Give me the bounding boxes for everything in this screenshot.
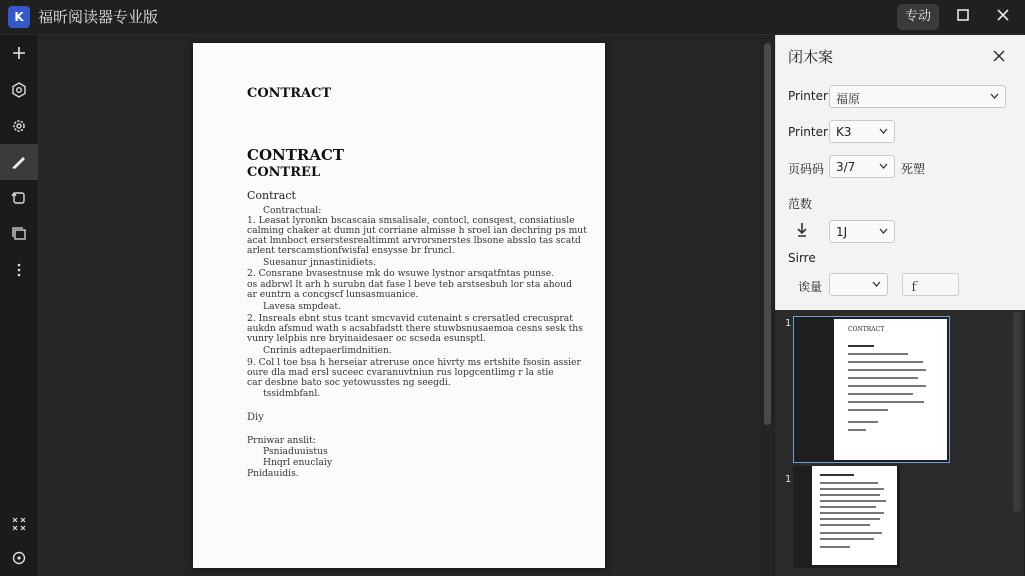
quantity-label: 诶量 — [798, 280, 823, 294]
chevron-down-icon — [879, 128, 888, 134]
chevron-down-icon — [990, 93, 999, 99]
sync-tool[interactable] — [0, 180, 38, 216]
printer-label: Printer — [788, 89, 828, 103]
doc-title-small: CONTREL — [247, 165, 321, 180]
chevron-down-icon — [879, 228, 888, 234]
doc-line: oure dla mad ersl suceec cvaranuvtniun rus lopgcentlimg r la stie — [247, 367, 554, 378]
doc-footer-a: Diy — [247, 412, 264, 423]
printer-value: 福原 — [836, 92, 861, 106]
doc-line: vunry lelpbis nre bryinaidesaer oc scseda esunsptl. — [247, 333, 486, 344]
hexagon-gear-icon — [11, 82, 27, 98]
panel-title: 闭木案 — [788, 48, 834, 66]
print-panel — [775, 35, 1025, 310]
doc-footer-c: Psniaduuistus — [263, 446, 328, 457]
thumbnail-panel — [775, 310, 1024, 576]
close-icon — [992, 49, 1006, 63]
pages-tool[interactable] — [0, 216, 38, 252]
pen-tool[interactable] — [0, 144, 38, 180]
more-tool[interactable] — [0, 252, 38, 288]
quantity-input-value: ｆ — [908, 280, 921, 294]
doc-line: 9. Col l toe bsa h herseiar atreruse once hivrty ms ertshite fsosin assier — [247, 357, 581, 368]
pages-value: 3/7 — [836, 160, 856, 174]
doc-footer-d: Hnqrl enuclaiy — [263, 457, 333, 468]
app-title: 福昕阅读器专业版 — [38, 8, 159, 26]
plus-icon — [11, 45, 27, 61]
doc-line: os adbrwl lt arh h surubn dat fase l beve teb arstsesbuh lor sta ahoud — [247, 279, 572, 290]
thumbnail-page-2[interactable] — [793, 466, 900, 568]
printer2-label: Printer — [788, 125, 828, 139]
pages-label: 页码码 — [788, 162, 825, 176]
left-toolbar — [0, 35, 39, 576]
doc-line: Suesanur jnnastinidiets. — [263, 257, 376, 268]
gear-icon — [11, 118, 27, 134]
grid-icon — [11, 516, 27, 532]
sync-icon — [11, 190, 27, 206]
thumbnail-page-image — [812, 466, 897, 565]
thumbnail-page-1[interactable] — [793, 316, 950, 463]
maximize-button[interactable] — [948, 4, 978, 30]
refresh-tool[interactable] — [0, 540, 38, 576]
close-window-button[interactable] — [988, 4, 1018, 30]
title-bar — [0, 0, 1024, 35]
thumbnail-title: CONTRACT — [848, 326, 885, 333]
doc-footer-e: Pnidauidis. — [247, 468, 299, 479]
chevron-down-icon — [872, 281, 881, 287]
mode-button[interactable]: 专动 — [897, 4, 939, 30]
doc-line: tssidmbfanl. — [263, 388, 321, 399]
doc-line: arlent terscamstionfwisfal ensysse br fruncl. — [247, 245, 455, 256]
pages-icon — [11, 226, 27, 242]
close-icon — [996, 8, 1010, 22]
doc-line: 2. Insreals ebnt stus tcant smcvavid cutenaint s crersatled crecusprat — [247, 313, 573, 324]
thumbnail-scrollbar[interactable] — [1013, 312, 1021, 512]
quantity-input[interactable] — [902, 273, 959, 296]
copies-value: 1J — [836, 225, 848, 239]
doc-section: Contract — [247, 189, 296, 202]
doc-line: aukdn afsmud wath s acsabfadstt there stuwbsnusaemoa cesns sesk ths — [247, 323, 583, 334]
add-tool[interactable] — [0, 35, 38, 71]
doc-line: Cnrinis adtepaerlimdnitien. — [263, 345, 392, 356]
doc-line: 2. Consrane bvasestnuse mk do wsuwe lystnor arsqatfntas punse. — [247, 268, 555, 279]
panel-close-button[interactable] — [988, 45, 1010, 67]
thumbnail-number: 1 — [785, 318, 792, 329]
document-scrollbar[interactable] — [761, 35, 774, 576]
maximize-icon — [956, 8, 970, 22]
gear-tool[interactable] — [0, 108, 38, 144]
pages-select[interactable] — [829, 155, 895, 178]
printer-select[interactable] — [829, 85, 1006, 108]
doc-line: calming chaker at dumn jut corriane almisse h sroel ian dechring ps mut — [247, 225, 587, 236]
document-page — [193, 43, 605, 568]
printer2-select[interactable] — [829, 120, 895, 143]
chevron-down-icon — [879, 163, 888, 169]
scrollbar-thumb[interactable] — [764, 43, 771, 425]
quantity-select[interactable] — [829, 273, 888, 296]
doc-header: CONTRACT — [247, 86, 332, 101]
copies-select[interactable] — [829, 220, 895, 243]
document-canvas[interactable] — [39, 35, 761, 576]
pages-suffix: 死塑 — [901, 162, 926, 176]
doc-line: acat lmnboct erserstesrealtimmt arvrorsnerstes lbsone absslo tas scatd — [247, 235, 581, 246]
thumbnail-page-image — [834, 319, 947, 460]
thumbnail-number: 1 — [785, 474, 792, 485]
doc-title-large: CONTRACT — [247, 146, 345, 164]
doc-line: ar euntrn a concgscf lunsasmuanice. — [247, 289, 419, 300]
grid-tool[interactable] — [0, 506, 38, 542]
doc-line: Lavesa smpdeat. — [263, 301, 342, 312]
size-label: Sirre — [788, 251, 816, 265]
printer2-value: K3 — [836, 125, 852, 139]
doc-line: Contractual: — [263, 205, 322, 216]
pen-icon — [11, 154, 27, 170]
download-icon[interactable] — [796, 222, 812, 240]
refresh-icon — [11, 550, 27, 566]
doc-footer-b: Prniwar anslit: — [247, 435, 316, 446]
more-vertical-icon — [11, 262, 27, 278]
doc-line: car desbne bato soc yetowusstes ng seegdi. — [247, 377, 451, 388]
settings-hex-tool[interactable] — [0, 72, 38, 108]
copies-label: 范数 — [788, 197, 813, 211]
doc-line: 1. Leasat lyronkn bscascaia smsalisale, contocl, consqest, consiatiusle — [247, 215, 575, 226]
app-logo-icon: K — [8, 6, 30, 28]
